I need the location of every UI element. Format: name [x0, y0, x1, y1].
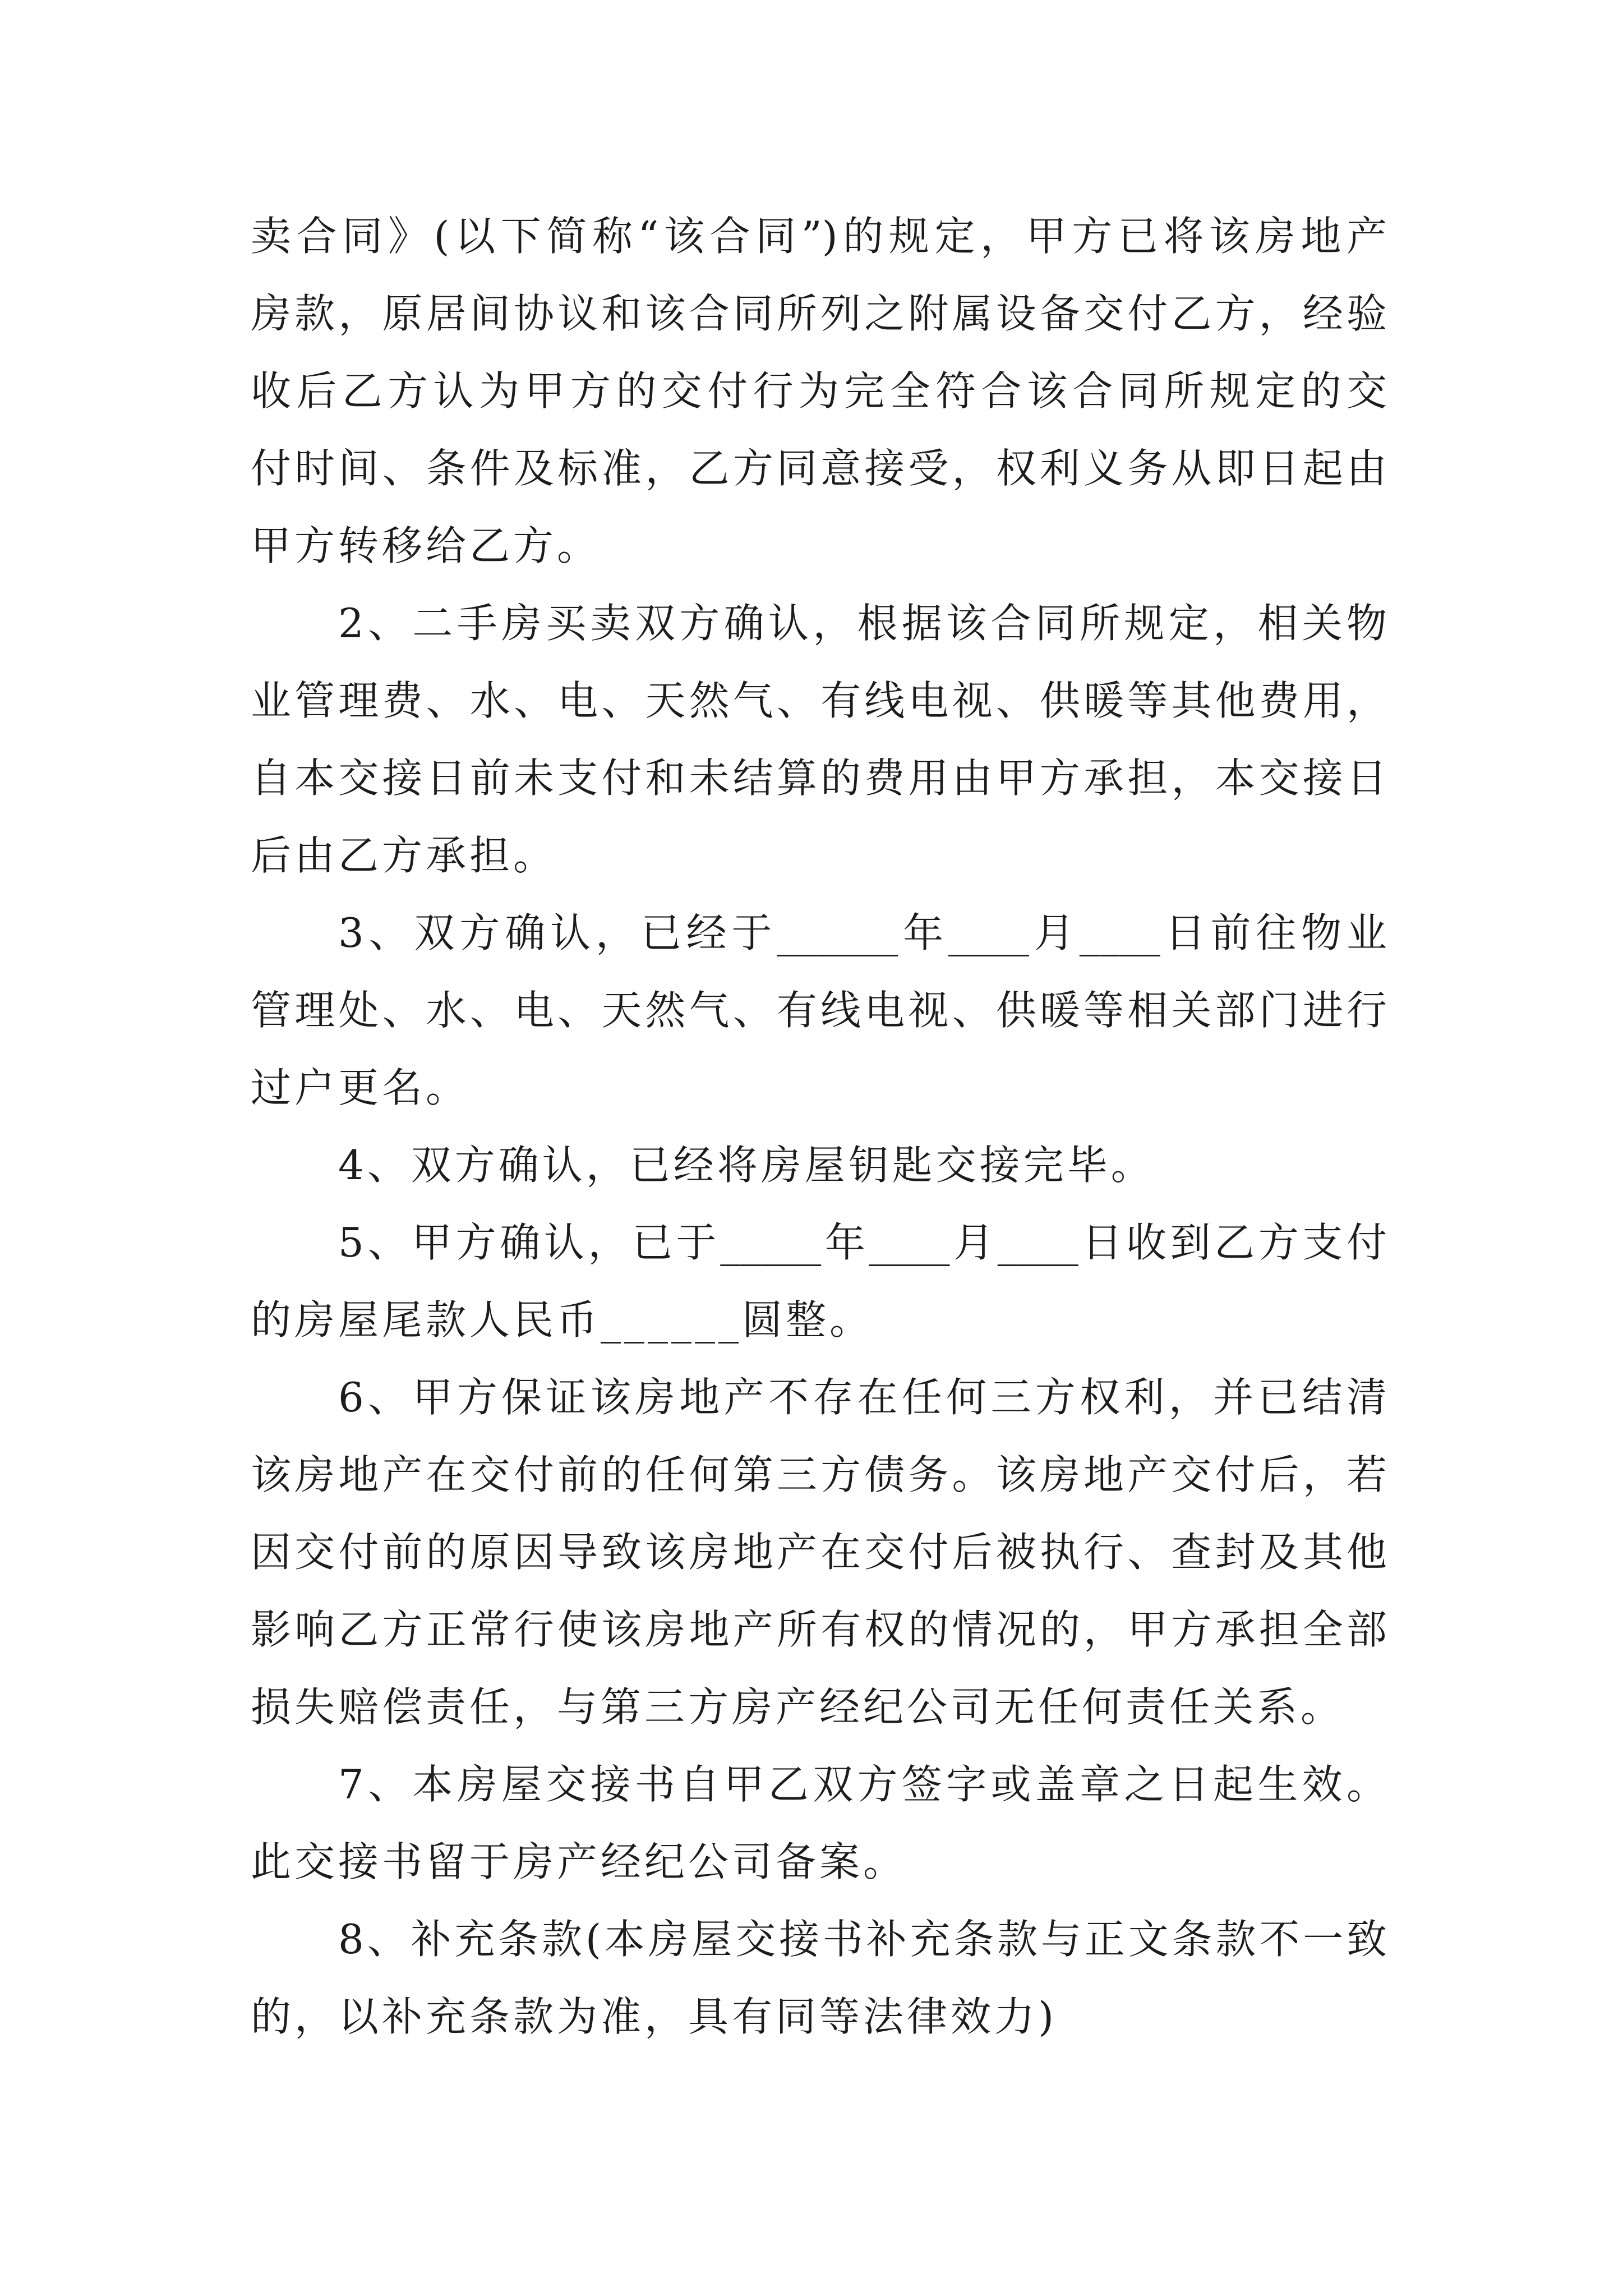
paragraph-line: 房款，原居间协议和该合同所列之附属设备交付乙方，经验 — [251, 290, 1387, 337]
paragraph-line: 3、双方确认，已经于______年____月____日前往物业 — [338, 909, 1387, 956]
paragraph-line: 付时间、条件及标准，乙方同意接受，权利义务从即日起由 — [251, 445, 1387, 492]
paragraph-line: 管理处、水、电、天然气、有线电视、供暖等相关部门进行 — [251, 987, 1387, 1034]
document-body — [251, 197, 1387, 2055]
paragraph-line: 2、二手房买卖双方确认，根据该合同所规定，相关物 — [338, 600, 1387, 647]
paragraph-line: 因交付前的原因导致该房地产在交付后被执行、查封及其他 — [251, 1529, 1387, 1576]
paragraph-line: 该房地产在交付前的任何第三方债务。该房地产交付后，若 — [251, 1451, 1387, 1498]
paragraph-line: 4、双方确认，已经将房屋钥匙交接完毕。 — [338, 1142, 1155, 1189]
clause-7 — [251, 1746, 1387, 1901]
clause-8 — [251, 1901, 1387, 2055]
paragraph-line: 此交接书留于房产经纪公司备案。 — [251, 1838, 907, 1885]
paragraph-line: 损失赔偿责任，与第三方房产经纪公司无任何责任关系。 — [251, 1683, 1345, 1731]
clause-5 — [251, 1204, 1387, 1359]
paragraph-line: 后由乙方承担。 — [251, 832, 557, 879]
paragraph-line: 5、甲方确认，已于_____年____月____日收到乙方支付 — [338, 1219, 1387, 1266]
clause-2 — [251, 585, 1387, 894]
paragraph-line: 过户更名。 — [251, 1064, 470, 1111]
clause-3 — [251, 894, 1387, 1126]
clause-6 — [251, 1359, 1387, 1746]
paragraph-continued — [251, 197, 1387, 585]
paragraph-line: 甲方转移给乙方。 — [251, 522, 601, 569]
paragraph-line: 6、甲方保证该房地产不存在任何三方权利，并已结清 — [338, 1374, 1387, 1421]
clause-4 — [251, 1126, 1387, 1204]
paragraph-line: 业管理费、水、电、天然气、有线电视、供暖等其他费用， — [251, 677, 1387, 724]
paragraph-line: 的房屋尾款人民币______圆整。 — [251, 1296, 874, 1343]
paragraph-line: 7、本房屋交接书自甲乙双方签字或盖章之日起生效。 — [338, 1761, 1387, 1808]
paragraph-line: 收后乙方认为甲方的交付行为完全符合该合同所规定的交 — [251, 367, 1387, 415]
paragraph-line: 自本交接日前未支付和未结算的费用由甲方承担，本交接日 — [251, 754, 1387, 802]
paragraph-line: 影响乙方正常行使该房地产所有权的情况的，甲方承担全部 — [251, 1606, 1387, 1653]
paragraph-line: 的，以补充条款为准，具有同等法律效力) — [251, 1993, 1058, 2040]
paragraph-line: 8、补充条款(本房屋交接书补充条款与正文条款不一致 — [338, 1916, 1387, 1963]
paragraph-line: 卖合同》(以下简称“该合同”)的规定，甲方已将该房地产 — [251, 213, 1387, 260]
